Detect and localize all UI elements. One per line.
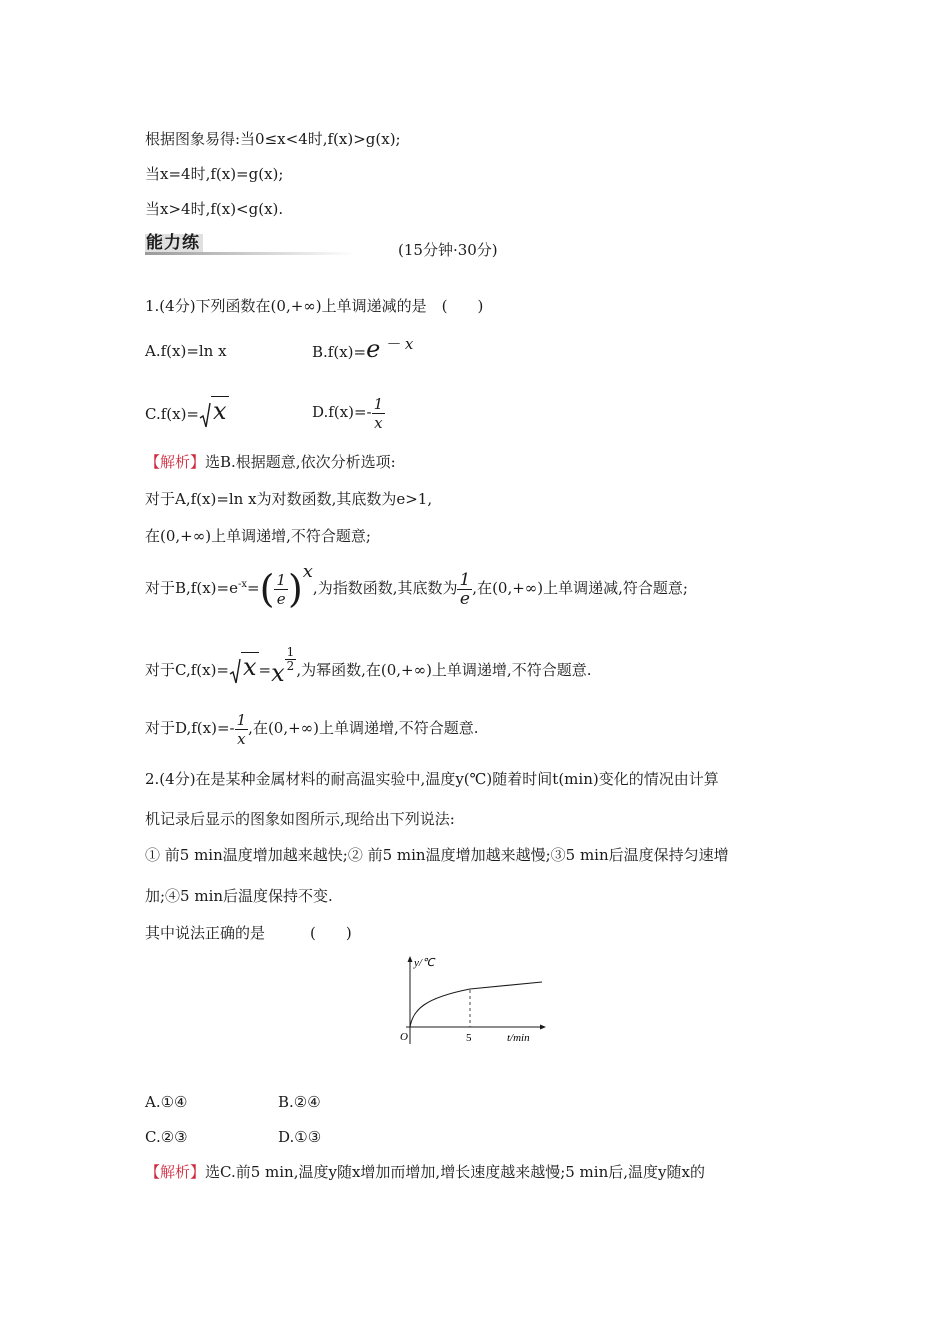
c-base: x xyxy=(271,659,285,687)
q1-analysis-c xyxy=(145,645,591,692)
q1-option-b-prefix: B.f(x)= xyxy=(312,343,367,361)
c-radicand: x xyxy=(243,653,257,681)
frac-numerator: 1 xyxy=(373,394,384,413)
q1-analysis-a2: 在(0,+∞)上单调递增,不符合题意; xyxy=(145,527,371,545)
x-axis-label: t/min xyxy=(507,1032,530,1044)
right-paren: ) xyxy=(287,567,303,611)
b-base-den: e xyxy=(459,588,470,609)
q1-option-c xyxy=(145,393,229,432)
q1-analysis-d xyxy=(145,706,479,750)
b-inner-num: 1 xyxy=(276,570,286,589)
b-sup: -x xyxy=(237,579,247,590)
q2-stem-4: 加;④5 min后温度保持不变. xyxy=(145,887,333,905)
section-time: (15分钟·30分) xyxy=(398,241,498,259)
origin-label: O xyxy=(400,1031,408,1043)
c-tail: ,为幂函数,在(0,+∞)上单调递增,不符合题意. xyxy=(296,661,592,679)
d-prefix: 对于D,f(x)=- xyxy=(145,719,235,737)
q2-stem-1: 2.(4分)在是某种金属材料的耐高温实验中,温度y(℃)随着时间t(min)变化的情况由计算 xyxy=(145,770,719,788)
q1-option-a: A.f(x)=ln x xyxy=(145,342,227,360)
c-exp-den: 2 xyxy=(286,658,295,673)
d-fraction xyxy=(235,711,249,748)
d-den: x xyxy=(237,729,246,748)
q1-option-d-fraction xyxy=(372,395,386,432)
q2-analysis xyxy=(145,1162,705,1182)
analysis-tag: 【解析】 xyxy=(145,453,206,471)
q2-stem-5: 其中说法正确的是 ( ) xyxy=(145,924,352,942)
q1-stem: 1.(4分)下列函数在(0,+∞)上单调递减的是 ( ) xyxy=(145,297,484,315)
q1-analysis-b xyxy=(145,562,688,617)
analysis-text: 选C.前5 min,温度y随x增加而增加,增长速度越来越慢;5 min后,温度y随x的 xyxy=(205,1163,705,1181)
y-axis-label: y/℃ xyxy=(414,957,435,969)
q1-analysis-a1: 对于A,f(x)=ln x为对数函数,其底数为e>1, xyxy=(145,490,433,508)
tick-label-5: 5 xyxy=(466,1032,472,1044)
analysis-tag: 【解析】 xyxy=(145,1163,206,1181)
d-tail: ,在(0,+∞)上单调递增,不符合题意. xyxy=(248,719,479,737)
y-axis-arrow-icon xyxy=(408,956,413,962)
b-inner-den: e xyxy=(276,589,286,608)
q1-analysis-head xyxy=(145,452,396,472)
q2-stem-2: 机记录后显示的图象如图所示,现给出下列说法: xyxy=(145,810,455,828)
q1-option-c-radicand: x xyxy=(213,397,227,425)
b-inner-fraction xyxy=(274,571,288,608)
q1-option-d-prefix: D.f(x)=- xyxy=(312,403,372,421)
q2-option-d: D.①③ xyxy=(278,1128,322,1146)
sqrt-sign-icon xyxy=(199,401,211,429)
intro-line-2: 当x=4时,f(x)=g(x); xyxy=(145,165,284,183)
b-tail: ,在(0,+∞)上单调递减,符合题意; xyxy=(472,579,688,597)
c-exp-num: 1 xyxy=(286,644,295,659)
q2-option-b: B.②④ xyxy=(278,1093,321,1111)
q1-option-d xyxy=(312,390,385,434)
analysis-text: 选B.根据题意,依次分析选项: xyxy=(205,453,396,471)
x-axis-arrow-icon xyxy=(540,1025,546,1030)
q1-option-b xyxy=(312,334,413,367)
q1-option-c-prefix: C.f(x)= xyxy=(145,405,199,423)
q2-stem-3: ① 前5 min温度增加越来越快;② 前5 min温度增加越来越慢;③5 min后温度保持匀速增 xyxy=(145,846,729,864)
d-num: 1 xyxy=(236,710,247,729)
c-exponent-fraction xyxy=(285,646,297,673)
sqrt-sign-icon xyxy=(229,657,241,685)
b-power: x xyxy=(302,561,313,582)
q1-option-b-base: e xyxy=(366,335,381,363)
frac-denominator: x xyxy=(374,413,383,432)
c-eq: = xyxy=(258,661,272,679)
temperature-curve xyxy=(410,982,542,1027)
q2-option-a: A.①④ xyxy=(145,1093,188,1111)
b-eq: = xyxy=(246,579,260,597)
c-prefix: 对于C,f(x)= xyxy=(145,661,229,679)
b-mid: ,为指数函数,其底数为 xyxy=(312,579,458,597)
b-prefix: 对于B,f(x)=e xyxy=(145,579,238,597)
q2-option-c: C.②③ xyxy=(145,1128,188,1146)
intro-line-3: 当x>4时,f(x)<g(x). xyxy=(145,200,284,218)
intro-line-1: 根据图象易得:当0≤x<4时,f(x)>g(x); xyxy=(145,130,401,148)
q1-option-b-exp: － x xyxy=(385,335,414,353)
b-base-fraction xyxy=(457,571,472,608)
temperature-graph xyxy=(400,952,550,1052)
section-title: 能力练 xyxy=(146,233,200,253)
left-paren: ( xyxy=(259,567,275,611)
b-base-num: 1 xyxy=(459,569,471,590)
